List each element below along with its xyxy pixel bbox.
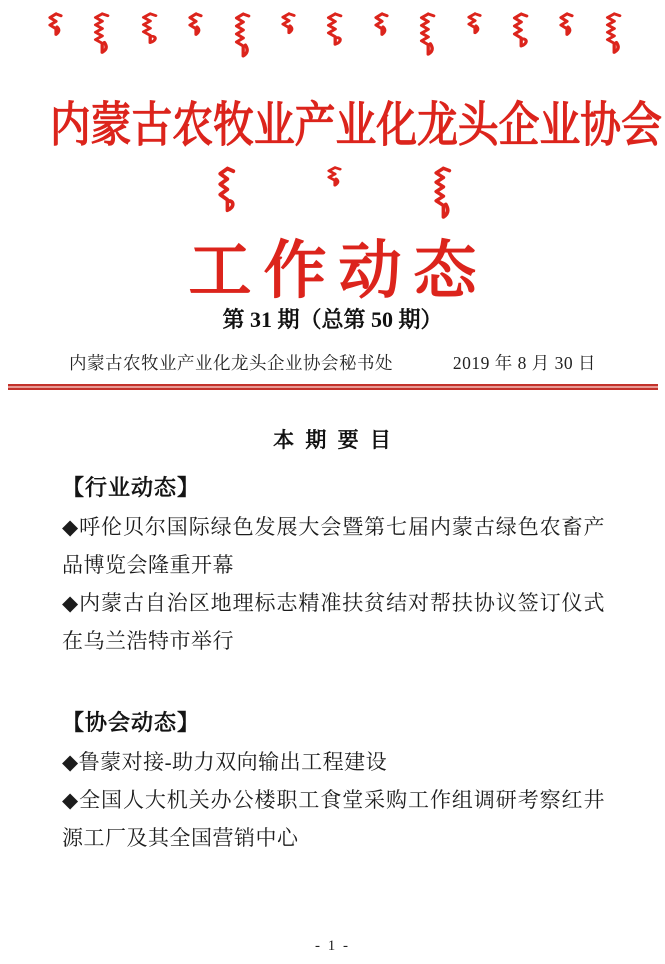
mongolian-glyph-icon <box>230 12 252 62</box>
mongolian-glyph-icon <box>508 12 530 52</box>
issue-number: 第 31 期（总第 50 期） <box>222 307 443 332</box>
publisher-line <box>69 350 596 375</box>
masthead-divider <box>8 384 658 390</box>
toc-item: ◆内蒙古自治区地理标志精准扶贫结对帮扶协议签订仪式在乌兰浩特市举行 <box>62 591 605 653</box>
publish-date: 2019 年 8 月 30 日 <box>452 353 596 373</box>
table-of-contents <box>62 424 605 857</box>
toc-section-title: 【行业动态】 <box>62 475 201 500</box>
toc-section-industry <box>62 471 605 660</box>
mongolian-glyph-icon <box>213 166 237 218</box>
toc-item: ◆呼伦贝尔国际绿色发展大会暨第七届内蒙古绿色农畜产品博览会隆重开幕 <box>62 515 605 577</box>
mongolian-glyph-icon <box>277 12 297 38</box>
mongolian-glyph-icon <box>601 12 623 58</box>
mongolian-glyph-icon <box>415 12 437 60</box>
mongolian-glyph-icon <box>184 12 204 40</box>
mongolian-glyph-icon <box>463 12 483 38</box>
org-title: 内蒙古农牧业产业化龙头企业协会 <box>49 99 662 152</box>
toc-item: ◆鲁蒙对接-助力双向输出工程建设 <box>62 750 388 774</box>
mongolian-glyph-icon <box>322 12 344 50</box>
mongolian-glyph-icon <box>323 166 343 190</box>
mongolian-glyph-icon <box>44 12 64 40</box>
toc-section-title: 【协会动态】 <box>62 710 201 735</box>
page-number: - 1 - <box>315 938 350 954</box>
mongolian-script-banner-icon <box>44 12 623 82</box>
mongolian-glyph-icon <box>429 166 453 224</box>
toc-items <box>62 508 605 660</box>
newsletter-title: 工作动态 <box>188 236 489 306</box>
mongolian-glyph-icon <box>370 12 390 40</box>
toc-items <box>62 743 605 857</box>
mongolian-script-subtitle-icon <box>213 166 453 224</box>
mongolian-glyph-icon <box>137 12 159 48</box>
toc-section-association <box>62 706 605 857</box>
toc-heading: 本 期 要 目 <box>273 428 394 452</box>
mongolian-glyph-icon <box>555 12 575 40</box>
toc-item: ◆全国人大机关办公楼职工食堂采购工作组调研考察红井源工厂及其全国营销中心 <box>62 788 605 850</box>
publisher-name: 内蒙古农牧业产业化龙头企业协会秘书处 <box>69 353 393 373</box>
mongolian-glyph-icon <box>89 12 111 58</box>
